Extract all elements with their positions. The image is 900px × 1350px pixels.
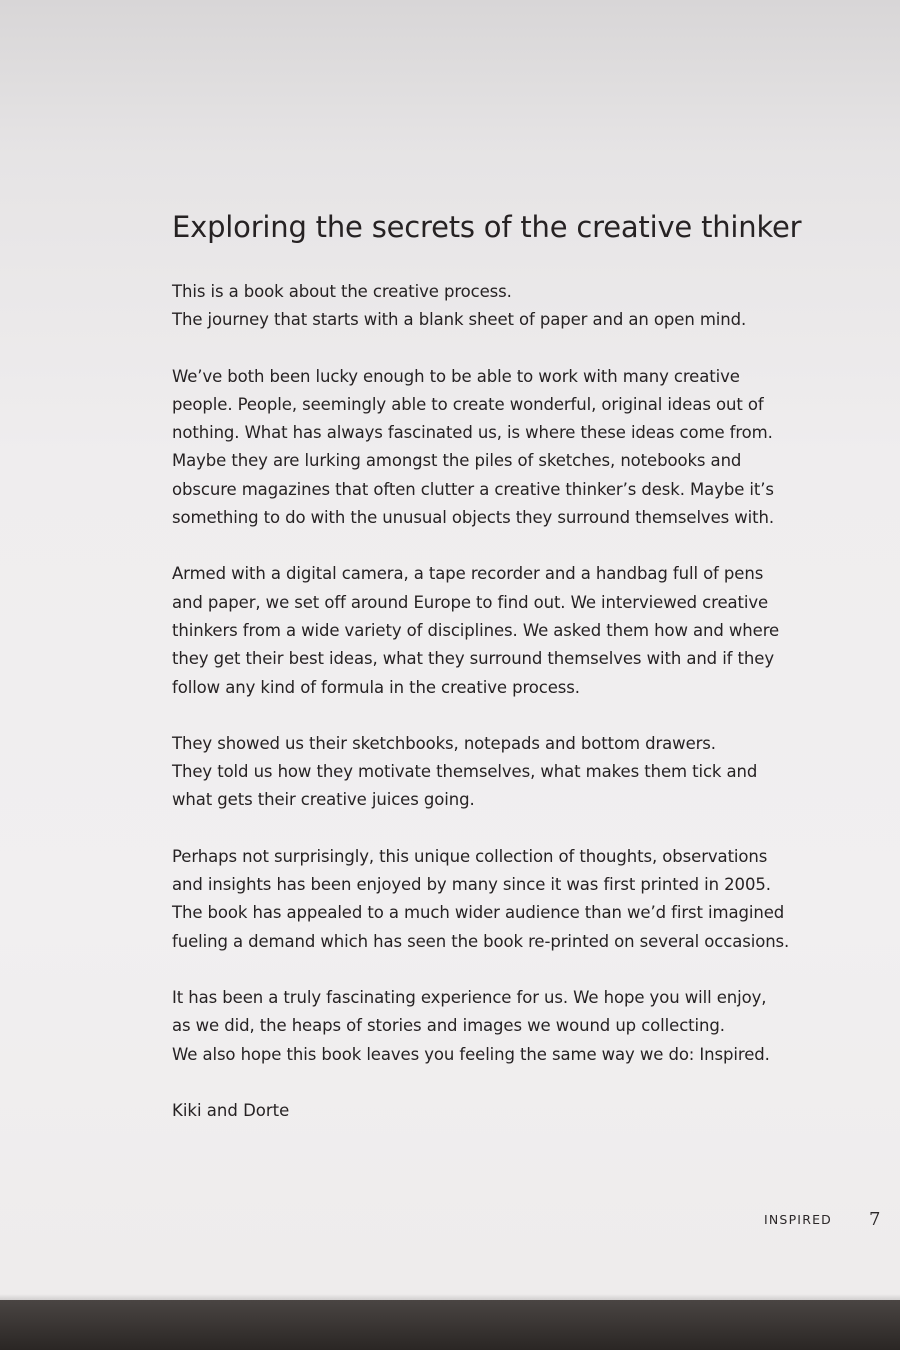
text-line: and insights has been enjoyed by many since it was first printed in 2005.: [172, 875, 771, 895]
text-line: obscure magazines that often clutter a creative thinker’s desk. Maybe it’s: [172, 479, 774, 499]
text-line: Maybe they are lurking amongst the piles of sketches, notebooks and: [172, 451, 742, 471]
paragraph-1: [172, 278, 862, 335]
text-line: thinkers from a wide variety of disciplines. We asked them how and where: [172, 620, 780, 640]
paragraph-3: [172, 560, 862, 701]
text-line: and paper, we set off around Europe to find out. We interviewed creative: [172, 592, 769, 612]
text-line: they get their best ideas, what they surround themselves with and if they: [172, 649, 774, 669]
text-line: people. People, seemingly able to create wonderful, original ideas out of: [172, 394, 764, 414]
text-line: nothing. What has always fascinated us, is where these ideas come from.: [172, 423, 773, 443]
page-content: [172, 206, 862, 1125]
author-signature: Kiki and Dorte: [172, 1100, 290, 1120]
text-line: fueling a demand which has seen the book re-printed on several occasions.: [172, 931, 790, 951]
running-footer-title: INSPIRED: [764, 1212, 833, 1227]
paragraph-4: [172, 730, 862, 815]
text-line: We’ve both been lucky enough to be able to work with many creative: [172, 366, 740, 386]
text-line: The journey that starts with a blank sheet of paper and an open mind.: [172, 310, 747, 330]
text-line: It has been a truly fascinating experience for us. We hope you will enjoy,: [172, 987, 767, 1007]
text-line: Perhaps not surprisingly, this unique collection of thoughts, observations: [172, 846, 768, 866]
text-line: The book has appealed to a much wider audience than we’d first imagined: [172, 903, 785, 923]
paragraph-6: [172, 984, 862, 1069]
text-line: as we did, the heaps of stories and images we wound up collecting.: [172, 1016, 725, 1036]
text-line: what gets their creative juices going.: [172, 790, 475, 810]
page-number: 7: [869, 1209, 881, 1230]
paragraph-5: [172, 843, 862, 956]
text-line: We also hope this book leaves you feeling the same way we do: Inspired.: [172, 1044, 770, 1064]
text-line: They showed us their sketchbooks, notepads and bottom drawers.: [172, 733, 716, 753]
page-title: Exploring the secrets of the creative thinker: [172, 210, 802, 244]
text-line: something to do with the unusual objects they surround themselves with.: [172, 508, 775, 528]
text-line: This is a book about the creative process.: [172, 282, 512, 301]
text-line: They told us how they motivate themselves, what makes them tick and: [172, 762, 758, 782]
text-line: Armed with a digital camera, a tape recorder and a handbag full of pens: [172, 564, 764, 584]
page-shadow: [0, 1300, 900, 1350]
text-line: follow any kind of formula in the creative process.: [172, 677, 580, 697]
paragraph-2: [172, 363, 862, 533]
